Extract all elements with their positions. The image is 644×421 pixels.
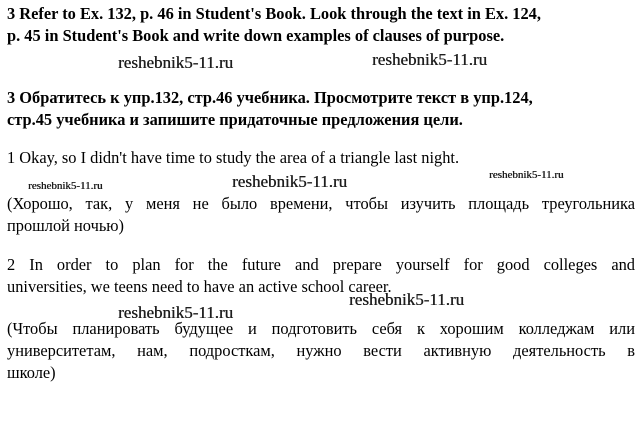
answer-line: 2 In order to plan for the future and prepare yourself for good colleges and	[7, 255, 635, 274]
watermark: reshebnik5-11.ru	[232, 172, 348, 191]
answer-2-russian	[7, 318, 635, 384]
answer-line: universities, we teens need to have an active school career.	[7, 277, 392, 296]
task-russian-line: 3 Обратитесь к упр.132, стр.46 учебника. Просмотрите текст в упр.124,	[7, 88, 533, 107]
answer-line: университетам, нам, подросткам, нужно вести активную деятельность в	[7, 341, 635, 360]
watermark: reshebnik5-11.ru	[118, 53, 234, 72]
answer-line: школе)	[7, 363, 56, 382]
task-english-line: 3 Refer to Ex. 132, p. 46 in Student's Book. Look through the text in Ex. 124,	[7, 4, 541, 23]
answer-1-english	[7, 147, 635, 169]
task-english-line: p. 45 in Student's Book and write down examples of clauses of purpose.	[7, 26, 505, 45]
watermark: reshebnik5-11.ru	[372, 50, 488, 69]
task-english	[7, 3, 635, 47]
watermark: reshebnik5-11.ru	[349, 290, 465, 309]
task-russian-line: стр.45 учебника и запишите придаточные предложения цели.	[7, 110, 463, 129]
task-russian	[7, 87, 635, 131]
answer-1-russian	[7, 193, 635, 237]
watermark: reshebnik5-11.ru	[28, 180, 103, 192]
answer-line: (Чтобы планировать будущее и подготовить себя к хорошим колледжам или	[7, 319, 635, 338]
answer-line: (Хорошо, так, у меня не было времени, чтобы изучить площадь треугольника	[7, 194, 635, 213]
watermark: reshebnik5-11.ru	[489, 169, 564, 181]
answer-2-english	[7, 254, 635, 298]
watermark: reshebnik5-11.ru	[118, 303, 234, 322]
answer-line: прошлой ночью)	[7, 216, 124, 235]
answer-line: 1 Okay, so I didn't have time to study the area of a triangle last night.	[7, 148, 460, 167]
